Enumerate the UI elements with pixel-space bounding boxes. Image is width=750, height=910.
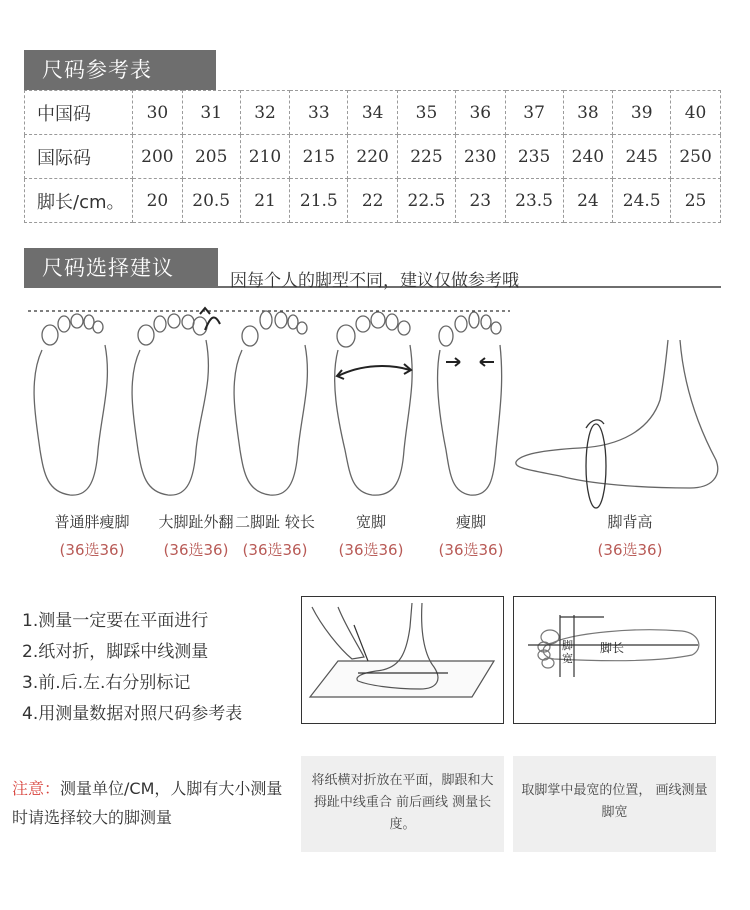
- size-cell: 205: [182, 135, 240, 179]
- foot-size-advice: (36选36): [163, 541, 229, 559]
- measure-warning: [12, 774, 287, 832]
- note-box-length: [301, 756, 504, 852]
- foot-normal-icon: [34, 314, 107, 495]
- size-row-label: 中国码: [25, 91, 133, 135]
- foot-size-advice: (36选36): [242, 541, 308, 559]
- foot-type-label: 宽脚: [355, 513, 386, 531]
- foot-size-advice: (36选36): [597, 541, 663, 559]
- note-box-length-text: 将纸横对折放在平面，脚跟和大拇趾中线重合 前后画线 测量长度。: [311, 773, 494, 832]
- measure-photo-length: [301, 596, 504, 724]
- foot-long-second-toe-icon: [234, 311, 307, 495]
- size-cell: 25: [671, 179, 721, 223]
- step-2: 2.纸对折，脚踩中线测量: [22, 642, 209, 662]
- size-cell: 31: [182, 91, 240, 135]
- size-chart-table: [24, 90, 721, 223]
- step-3: 3.前.后.左.右分别标记: [22, 673, 191, 693]
- size-cell: 250: [671, 135, 721, 179]
- size-cell: 34: [348, 91, 398, 135]
- foot-type-label: 瘦脚: [455, 513, 486, 531]
- diagram-width-label: 脚宽: [562, 639, 573, 665]
- size-cell: 23: [455, 179, 505, 223]
- size-cell: 30: [133, 91, 183, 135]
- size-cell: 21.5: [290, 179, 348, 223]
- size-cell: 33: [290, 91, 348, 135]
- size-cell: 20: [133, 179, 183, 223]
- foot-bunion-icon: [132, 308, 220, 495]
- step-1: 1.测量一定要在平面进行: [22, 611, 209, 631]
- size-cell: 215: [290, 135, 348, 179]
- foot-type-label: 大脚趾外翻: [158, 513, 234, 531]
- note-box-width-text: 取脚掌中最宽的位置， 画线测量脚宽: [521, 783, 708, 820]
- warning-text: 测量单位/CM，人脚有大小测量时请选择较大的脚测量: [12, 779, 283, 827]
- size-chart-title: 尺码参考表: [24, 50, 216, 90]
- size-cell: 24.5: [613, 179, 671, 223]
- size-cell: 38: [563, 91, 613, 135]
- size-cell: 22.5: [398, 179, 456, 223]
- foot-type-label: 脚背高: [607, 513, 653, 531]
- step-4: 4.用测量数据对照尺码参考表: [22, 704, 243, 724]
- size-row-label: 国际码: [25, 135, 133, 179]
- size-cell: 21: [240, 179, 290, 223]
- size-cell: 210: [240, 135, 290, 179]
- size-cell: 37: [505, 91, 563, 135]
- size-cell: 20.5: [182, 179, 240, 223]
- size-cell: 200: [133, 135, 183, 179]
- size-cell: 23.5: [505, 179, 563, 223]
- size-cell: 230: [455, 135, 505, 179]
- foot-size-advice: (36选36): [59, 541, 125, 559]
- size-cell: 24: [563, 179, 613, 223]
- suggestion-note: 因每个人的脚型不同，建议仅做参考哦: [230, 271, 519, 291]
- foot-type-label: 普通胖瘦脚: [54, 513, 130, 531]
- foot-thin-icon: [438, 312, 502, 495]
- foot-high-instep-icon: [516, 340, 718, 508]
- measure-steps: [22, 606, 242, 730]
- foot-wide-icon: [335, 312, 412, 495]
- warning-prefix: 注意：: [12, 779, 61, 798]
- foot-size-advice: (36选36): [438, 541, 504, 559]
- diagram-length-label: 脚长: [600, 641, 625, 655]
- foot-size-advice: (36选36): [338, 541, 404, 559]
- size-cell: 245: [613, 135, 671, 179]
- size-cell: 220: [348, 135, 398, 179]
- size-cell: 40: [671, 91, 721, 135]
- size-chart-header: [24, 50, 721, 90]
- size-cell: 32: [240, 91, 290, 135]
- measure-width-illustration: [514, 597, 715, 723]
- size-row: [25, 135, 721, 179]
- note-box-width: [513, 756, 716, 852]
- size-cell: 35: [398, 91, 456, 135]
- size-row: [25, 91, 721, 135]
- size-row: [25, 179, 721, 223]
- size-row-label: 脚长/cm。: [25, 179, 133, 223]
- measure-photo-width: [513, 596, 716, 724]
- size-cell: 22: [348, 179, 398, 223]
- suggestion-title: 尺码选择建议: [24, 248, 218, 288]
- size-cell: 225: [398, 135, 456, 179]
- foot-type-label: 二脚趾 较长: [235, 513, 315, 531]
- size-cell: 235: [505, 135, 563, 179]
- size-cell: 39: [613, 91, 671, 135]
- size-cell: 240: [563, 135, 613, 179]
- measure-length-illustration: [302, 597, 503, 723]
- size-cell: 36: [455, 91, 505, 135]
